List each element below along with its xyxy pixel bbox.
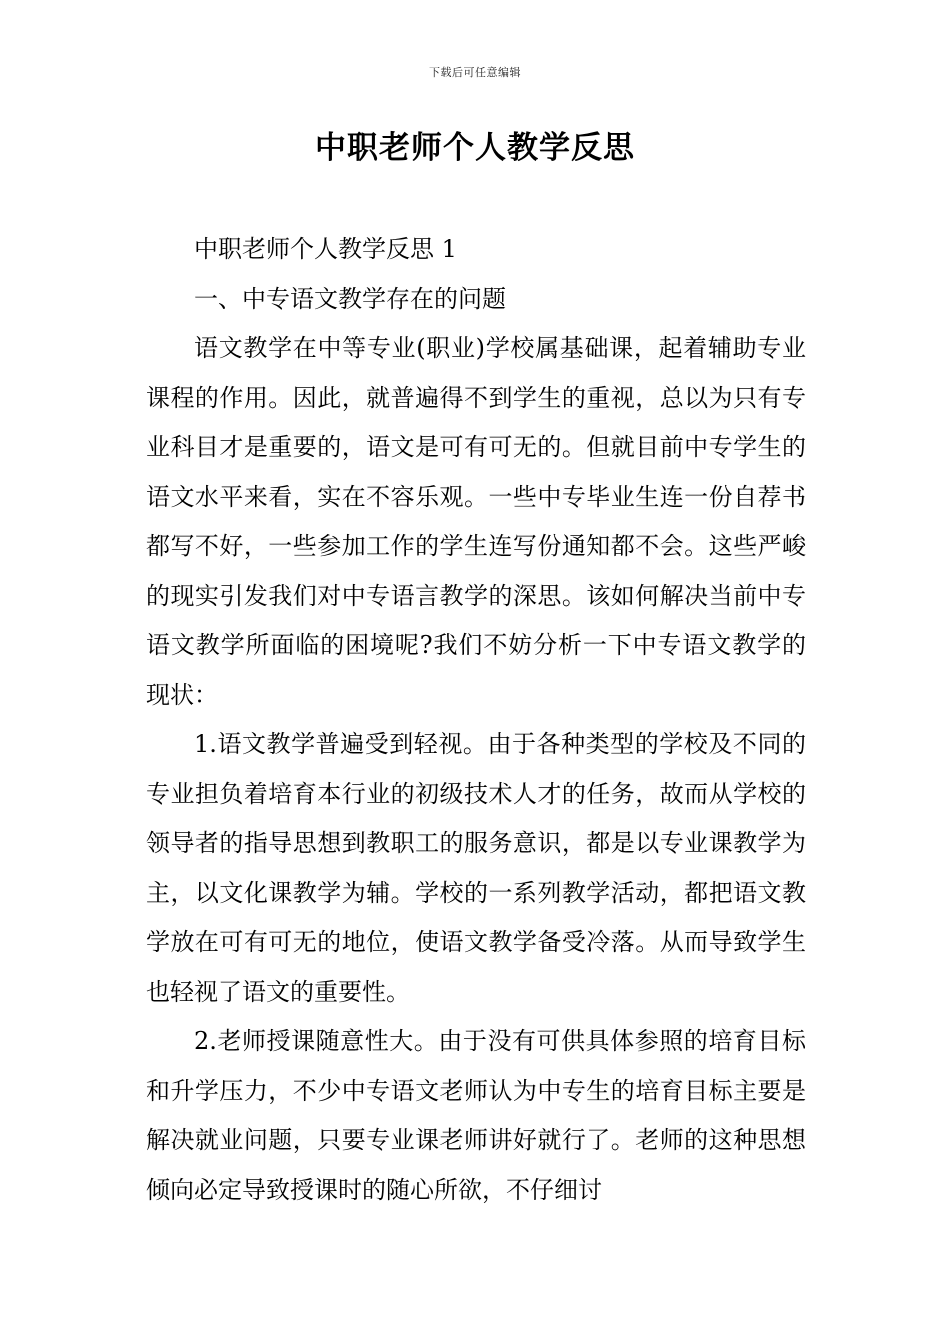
header-note: 下载后可任意编辑 bbox=[429, 66, 521, 79]
page-title: 中职老师个人教学反思 bbox=[315, 130, 635, 166]
document-body bbox=[146, 225, 806, 1215]
body-paragraph: 2.老师授课随意性大。由于没有可供具体参照的培育目标和升学压力，不少中专语文老师认为中专生的培育目标主要是解决就业问题，只要专业课老师讲好就行了。老师的这种思想倾向必定导致授课时的随心所欲，不仔细讨 bbox=[146, 1027, 806, 1204]
body-paragraph: 1.语文教学普遍受到轻视。由于各种类型的学校及不同的专业担负着培育本行业的初级技术人才的任务，故而从学校的领导者的指导思想到教职工的服务意识，都是以专业课教学为主，以文化课教学为辅。学校的一系列教学活动，都把语文教学放在可有可无的地位，使语文教学备受冷落。从而导致学生也轻视了语文的重要性。 bbox=[146, 730, 806, 1006]
section-heading: 一、中专语文教学存在的问题 bbox=[194, 284, 506, 313]
subtitle-paragraph: 中职老师个人教学反思 1 bbox=[194, 235, 457, 263]
body-paragraph: 语文教学在中等专业(职业)学校属基础课，起着辅助专业课程的作用。因此，就普遍得不到学生的重视，总以为只有专业科目才是重要的，语文是可有可无的。但就目前中专学生的语文水平来看，实在不容乐观。一些中专毕业生连一份自荐书都写不好，一些参加工作的学生连写份通知都不会。这些严峻的现实引发我们对中专语言教学的深思。该如何解决当前中专语文教学所面临的困境呢?我们不妨分析一下中专语文教学的现状： bbox=[146, 334, 806, 709]
